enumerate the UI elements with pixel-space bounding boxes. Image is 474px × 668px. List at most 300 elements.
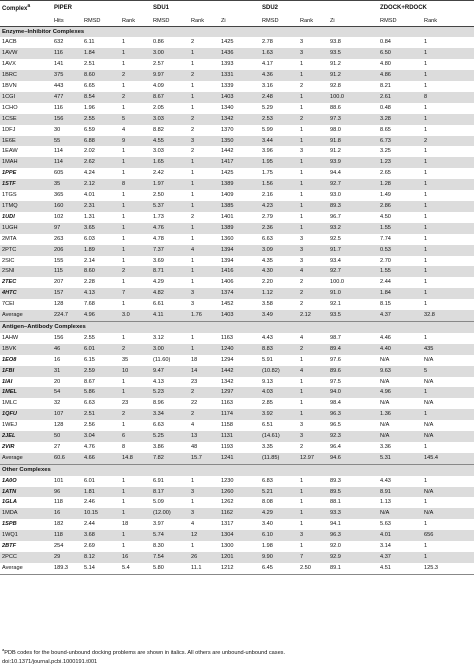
- section-title: Enzyme–Inhibitor Complexes: [0, 26, 474, 37]
- value-cell: 30: [52, 125, 82, 136]
- value-cell: 1: [120, 201, 151, 212]
- value-cell: 2.79: [260, 212, 298, 223]
- table-row: [0, 114, 474, 125]
- value-cell: 4.76: [151, 223, 189, 234]
- value-cell: 1: [422, 245, 474, 256]
- value-cell: 26: [189, 552, 219, 563]
- value-cell: 2.78: [260, 37, 298, 48]
- table-row: [0, 431, 474, 442]
- value-cell: 4.11: [151, 310, 189, 321]
- value-cell: 1: [298, 190, 328, 201]
- value-cell: 3.14: [378, 541, 422, 552]
- complex-cell: 2BTF: [0, 541, 52, 552]
- table-row: [0, 277, 474, 288]
- value-cell: 2: [189, 387, 219, 398]
- value-cell: 20: [52, 377, 82, 388]
- value-cell: 1.49: [378, 190, 422, 201]
- table-row: [0, 70, 474, 81]
- value-cell: 6.01: [82, 476, 120, 487]
- value-cell: 1: [189, 168, 219, 179]
- value-cell: 8.60: [82, 70, 120, 81]
- value-cell: 3.16: [260, 81, 298, 92]
- value-cell: 6.65: [82, 81, 120, 92]
- value-cell: 1: [120, 168, 151, 179]
- value-cell: 89.1: [328, 563, 378, 574]
- value-cell: 4.51: [378, 563, 422, 574]
- value-cell: 16: [52, 355, 82, 366]
- value-cell: 4.86: [378, 70, 422, 81]
- value-cell: 2.56: [82, 420, 120, 431]
- table-row: [0, 168, 474, 179]
- value-cell: 3.69: [151, 256, 189, 267]
- value-cell: 1: [422, 201, 474, 212]
- value-cell: 91.2: [328, 146, 378, 157]
- value-cell: 254: [52, 541, 82, 552]
- value-cell: 4.24: [82, 168, 120, 179]
- value-cell: 1401: [219, 212, 260, 223]
- value-cell: 116: [52, 48, 82, 59]
- value-cell: N/A: [422, 355, 474, 366]
- value-cell: 1350: [219, 136, 260, 147]
- value-cell: 8.67: [151, 92, 189, 103]
- value-cell: 1: [189, 48, 219, 59]
- value-cell: 6: [120, 431, 151, 442]
- value-cell: 1: [189, 179, 219, 190]
- value-cell: 101: [52, 476, 82, 487]
- table-row: [0, 288, 474, 299]
- value-cell: 7: [298, 552, 328, 563]
- value-cell: 91.8: [328, 136, 378, 147]
- value-cell: 2: [298, 81, 328, 92]
- value-cell: 6.61: [151, 299, 189, 310]
- value-cell: 1: [120, 223, 151, 234]
- value-cell: 182: [52, 519, 82, 530]
- value-cell: 2: [298, 288, 328, 299]
- value-cell: 92.7: [328, 179, 378, 190]
- value-cell: N/A: [422, 377, 474, 388]
- value-cell: 93.0: [328, 190, 378, 201]
- value-cell: 3.40: [260, 519, 298, 530]
- table-row: [0, 409, 474, 420]
- value-cell: 1: [120, 299, 151, 310]
- value-cell: 4.23: [260, 201, 298, 212]
- value-cell: 6.63: [82, 398, 120, 409]
- value-cell: 92.7: [328, 266, 378, 277]
- value-cell: 3.68: [82, 530, 120, 541]
- value-cell: 1: [298, 487, 328, 498]
- value-cell: 1: [422, 37, 474, 48]
- value-cell: N/A: [378, 420, 422, 431]
- value-cell: 4.55: [151, 136, 189, 147]
- value-cell: 6.83: [260, 476, 298, 487]
- value-cell: 1: [189, 541, 219, 552]
- value-cell: 6.45: [260, 563, 298, 574]
- value-cell: 0.84: [378, 37, 422, 48]
- value-cell: 2: [298, 299, 328, 310]
- value-cell: 97.3: [328, 114, 378, 125]
- value-cell: 3.49: [260, 310, 298, 321]
- value-cell: 96.3: [328, 409, 378, 420]
- value-cell: 1425: [219, 168, 260, 179]
- value-cell: 1241: [219, 453, 260, 464]
- value-cell: 1163: [219, 333, 260, 344]
- value-cell: 2.16: [260, 190, 298, 201]
- value-cell: 2: [189, 212, 219, 223]
- value-cell: 375: [52, 70, 82, 81]
- complex-cell: 1ATN: [0, 487, 52, 498]
- value-cell: 2.85: [260, 398, 298, 409]
- value-cell: 14.8: [120, 453, 151, 464]
- value-cell: 1: [422, 333, 474, 344]
- value-cell: 141: [52, 59, 82, 70]
- value-cell: 1212: [219, 563, 260, 574]
- value-cell: 3: [298, 530, 328, 541]
- complex-cell: 1EAW: [0, 146, 52, 157]
- value-cell: 2.48: [260, 92, 298, 103]
- value-cell: 8.08: [260, 497, 298, 508]
- value-cell: 1: [298, 497, 328, 508]
- value-cell: 1294: [219, 355, 260, 366]
- value-cell: 94.1: [328, 519, 378, 530]
- value-cell: 97: [52, 223, 82, 234]
- value-cell: 1: [422, 409, 474, 420]
- table-row: [0, 81, 474, 92]
- value-cell: 11.1: [189, 563, 219, 574]
- value-cell: 93.9: [328, 157, 378, 168]
- complex-cell: 1DFJ: [0, 125, 52, 136]
- section-header-row: [0, 321, 474, 332]
- value-cell: 4: [189, 245, 219, 256]
- value-cell: 4.40: [378, 344, 422, 355]
- value-cell: 605: [52, 168, 82, 179]
- value-cell: 89.3: [328, 476, 378, 487]
- value-cell: 2.50: [298, 563, 328, 574]
- value-cell: 1.97: [151, 179, 189, 190]
- table-row: [0, 59, 474, 70]
- value-cell: 1340: [219, 103, 260, 114]
- value-cell: 1.13: [378, 497, 422, 508]
- value-cell: 98.7: [328, 333, 378, 344]
- value-cell: 16: [52, 508, 82, 519]
- value-cell: 1: [422, 299, 474, 310]
- complex-cell: 1TMQ: [0, 201, 52, 212]
- value-cell: 2: [189, 70, 219, 81]
- value-cell: 93.4: [328, 256, 378, 267]
- value-cell: 9.47: [151, 366, 189, 377]
- value-cell: 1409: [219, 190, 260, 201]
- value-cell: 1: [298, 212, 328, 223]
- value-cell: 7: [120, 288, 151, 299]
- complex-cell: 1BVN: [0, 81, 52, 92]
- value-cell: 96.4: [328, 442, 378, 453]
- value-cell: 91.7: [328, 245, 378, 256]
- value-cell: 2.02: [82, 146, 120, 157]
- sdu1-rank-header: Rank: [189, 16, 219, 27]
- value-cell: 4: [120, 125, 151, 136]
- value-cell: 3.00: [151, 344, 189, 355]
- value-cell: 98.0: [328, 125, 378, 136]
- value-cell: 114: [52, 157, 82, 168]
- table-row: [0, 333, 474, 344]
- value-cell: 0.48: [378, 103, 422, 114]
- sdu2-rank-header: Rank: [298, 16, 328, 27]
- value-cell: 1262: [219, 497, 260, 508]
- value-cell: 1: [422, 146, 474, 157]
- value-cell: 3: [298, 431, 328, 442]
- value-cell: 1: [120, 212, 151, 223]
- table-row: [0, 398, 474, 409]
- value-cell: 3: [189, 299, 219, 310]
- value-cell: 160: [52, 201, 82, 212]
- table-row: [0, 497, 474, 508]
- value-cell: 2: [189, 114, 219, 125]
- value-cell: 1: [189, 497, 219, 508]
- value-cell: 3: [298, 146, 328, 157]
- value-cell: 2.44: [82, 519, 120, 530]
- value-cell: 5.25: [151, 431, 189, 442]
- value-cell: 1230: [219, 476, 260, 487]
- value-cell: 4.50: [378, 212, 422, 223]
- table-row: [0, 366, 474, 377]
- value-cell: 2: [189, 146, 219, 157]
- value-cell: 1: [120, 487, 151, 498]
- value-cell: 100.0: [328, 277, 378, 288]
- value-cell: 1.98: [260, 541, 298, 552]
- value-cell: 1193: [219, 442, 260, 453]
- value-cell: 1: [422, 70, 474, 81]
- value-cell: 1297: [219, 387, 260, 398]
- table-row: [0, 552, 474, 563]
- value-cell: 1: [422, 157, 474, 168]
- value-cell: 6.88: [82, 136, 120, 147]
- value-cell: 4.01: [378, 530, 422, 541]
- value-cell: 7.74: [378, 234, 422, 245]
- value-cell: 4.37: [378, 552, 422, 563]
- value-cell: 1: [298, 508, 328, 519]
- value-cell: 60.6: [52, 453, 82, 464]
- complex-cell: 1ACB: [0, 37, 52, 48]
- value-cell: 55: [52, 136, 82, 147]
- value-cell: 1: [422, 179, 474, 190]
- value-cell: 1: [189, 277, 219, 288]
- value-cell: 1304: [219, 530, 260, 541]
- value-cell: 1.84: [378, 288, 422, 299]
- value-cell: 92.8: [328, 81, 378, 92]
- value-cell: 1: [189, 190, 219, 201]
- value-cell: 118: [52, 530, 82, 541]
- value-cell: 54: [52, 387, 82, 398]
- value-cell: 1342: [219, 377, 260, 388]
- value-cell: 1: [422, 103, 474, 114]
- value-cell: 18: [189, 355, 219, 366]
- value-cell: 3.96: [260, 146, 298, 157]
- table-row: [0, 299, 474, 310]
- value-cell: 3.97: [151, 519, 189, 530]
- value-cell: 8: [120, 442, 151, 453]
- subheader-blank: [0, 16, 52, 27]
- value-cell: 4.09: [151, 81, 189, 92]
- complex-cell: Average: [0, 310, 52, 321]
- value-cell: 1: [422, 81, 474, 92]
- value-cell: 2: [120, 266, 151, 277]
- value-cell: 9.63: [378, 366, 422, 377]
- value-cell: 2.55: [82, 114, 120, 125]
- value-cell: 114: [52, 146, 82, 157]
- value-cell: 8: [422, 92, 474, 103]
- table-row: [0, 420, 474, 431]
- value-cell: 1: [422, 234, 474, 245]
- value-cell: 1: [120, 37, 151, 48]
- value-cell: 1394: [219, 245, 260, 256]
- table-row: [0, 266, 474, 277]
- value-cell: 2: [120, 92, 151, 103]
- value-cell: 3.34: [151, 409, 189, 420]
- value-cell: 2.51: [82, 59, 120, 70]
- value-cell: 477: [52, 92, 82, 103]
- value-cell: 443: [52, 81, 82, 92]
- value-cell: 1: [298, 355, 328, 366]
- value-cell: 4.37: [378, 310, 422, 321]
- complex-cell: 1PPE: [0, 168, 52, 179]
- value-cell: 92.1: [328, 299, 378, 310]
- complex-cell: 2PTC: [0, 245, 52, 256]
- value-cell: 4.35: [260, 256, 298, 267]
- value-cell: 8.12: [82, 552, 120, 563]
- value-cell: 3.04: [82, 431, 120, 442]
- value-cell: 35: [52, 179, 82, 190]
- value-cell: 1360: [219, 234, 260, 245]
- value-cell: 1406: [219, 277, 260, 288]
- value-cell: 365: [52, 190, 82, 201]
- value-cell: 1: [422, 59, 474, 70]
- value-cell: N/A: [378, 431, 422, 442]
- value-cell: 35: [120, 355, 151, 366]
- value-cell: 1.89: [82, 245, 120, 256]
- value-cell: 656: [422, 530, 474, 541]
- value-cell: 46: [52, 344, 82, 355]
- value-cell: 6.01: [82, 344, 120, 355]
- complex-cell: 1EO8: [0, 355, 52, 366]
- value-cell: 107: [52, 409, 82, 420]
- section-header-row: [0, 464, 474, 475]
- value-cell: 5.23: [151, 387, 189, 398]
- average-row: [0, 310, 474, 321]
- value-cell: 1: [422, 552, 474, 563]
- value-cell: 1163: [219, 398, 260, 409]
- complex-cell: 1AHW: [0, 333, 52, 344]
- value-cell: (12.00): [151, 508, 189, 519]
- table-row: [0, 146, 474, 157]
- value-cell: 5.09: [151, 497, 189, 508]
- section-title: Other Complexes: [0, 464, 474, 475]
- value-cell: 8.67: [82, 377, 120, 388]
- value-cell: 7.54: [151, 552, 189, 563]
- complex-cell: 1WQ1: [0, 530, 52, 541]
- value-cell: 9.97: [151, 70, 189, 81]
- value-cell: 1370: [219, 125, 260, 136]
- value-cell: 1: [422, 168, 474, 179]
- value-cell: 1: [422, 212, 474, 223]
- value-cell: 4.82: [151, 288, 189, 299]
- value-cell: 2: [189, 409, 219, 420]
- value-cell: 2: [120, 409, 151, 420]
- value-cell: 1: [120, 377, 151, 388]
- value-cell: 2.59: [82, 366, 120, 377]
- value-cell: 2.70: [378, 256, 422, 267]
- complex-cell: 1QFU: [0, 409, 52, 420]
- value-cell: 89.5: [328, 487, 378, 498]
- value-cell: 1: [298, 103, 328, 114]
- value-cell: 1.81: [82, 487, 120, 498]
- value-cell: 1.56: [260, 179, 298, 190]
- value-cell: 4.29: [260, 508, 298, 519]
- value-cell: 97.5: [328, 377, 378, 388]
- value-cell: 1: [189, 266, 219, 277]
- value-cell: (10.82): [260, 366, 298, 377]
- complex-cell: 1AVW: [0, 48, 52, 59]
- value-cell: 1: [298, 223, 328, 234]
- sdu2-zi-header: Zi: [328, 16, 378, 27]
- value-cell: 4: [298, 266, 328, 277]
- value-cell: 1: [298, 398, 328, 409]
- value-cell: 1: [189, 333, 219, 344]
- value-cell: 2.31: [82, 201, 120, 212]
- sdu2-header: SDU2: [260, 1, 378, 16]
- value-cell: 2.46: [82, 497, 120, 508]
- value-cell: 50: [52, 431, 82, 442]
- value-cell: 2.05: [151, 103, 189, 114]
- value-cell: 1: [422, 266, 474, 277]
- value-cell: 91.2: [328, 70, 378, 81]
- value-cell: 157: [52, 288, 82, 299]
- value-cell: 1394: [219, 256, 260, 267]
- value-cell: 4.96: [378, 387, 422, 398]
- value-cell: 1442: [219, 366, 260, 377]
- piper-header: PIPER: [52, 1, 151, 16]
- value-cell: 1: [120, 190, 151, 201]
- value-cell: 4.80: [378, 59, 422, 70]
- value-cell: 2.53: [260, 114, 298, 125]
- value-cell: 93.5: [328, 310, 378, 321]
- value-cell: 92.0: [328, 541, 378, 552]
- value-cell: 3: [298, 256, 328, 267]
- value-cell: 1162: [219, 508, 260, 519]
- value-cell: 1: [120, 59, 151, 70]
- value-cell: 155: [52, 256, 82, 267]
- value-cell: 7.68: [82, 299, 120, 310]
- value-cell: 5.74: [151, 530, 189, 541]
- value-cell: 7.82: [151, 453, 189, 464]
- value-cell: 1: [120, 103, 151, 114]
- value-cell: 3.00: [151, 48, 189, 59]
- footnote-mark: a: [2, 647, 5, 652]
- sdu1-zi-header: Zi: [219, 16, 260, 27]
- doi-link[interactable]: doi:10.1371/journal.pcbi.1000191.t001: [2, 658, 98, 665]
- value-cell: 3.12: [151, 333, 189, 344]
- value-cell: 4: [298, 366, 328, 377]
- value-cell: 1.84: [82, 48, 120, 59]
- value-cell: 1: [422, 125, 474, 136]
- value-cell: 15.7: [189, 453, 219, 464]
- value-cell: 3.36: [378, 442, 422, 453]
- value-cell: 94.0: [328, 387, 378, 398]
- value-cell: 1331: [219, 70, 260, 81]
- sdu2-rmsd-header: RMSD: [260, 16, 298, 27]
- value-cell: 2.20: [260, 277, 298, 288]
- value-cell: 12.97: [298, 453, 328, 464]
- value-cell: 1: [422, 114, 474, 125]
- value-cell: 1: [422, 277, 474, 288]
